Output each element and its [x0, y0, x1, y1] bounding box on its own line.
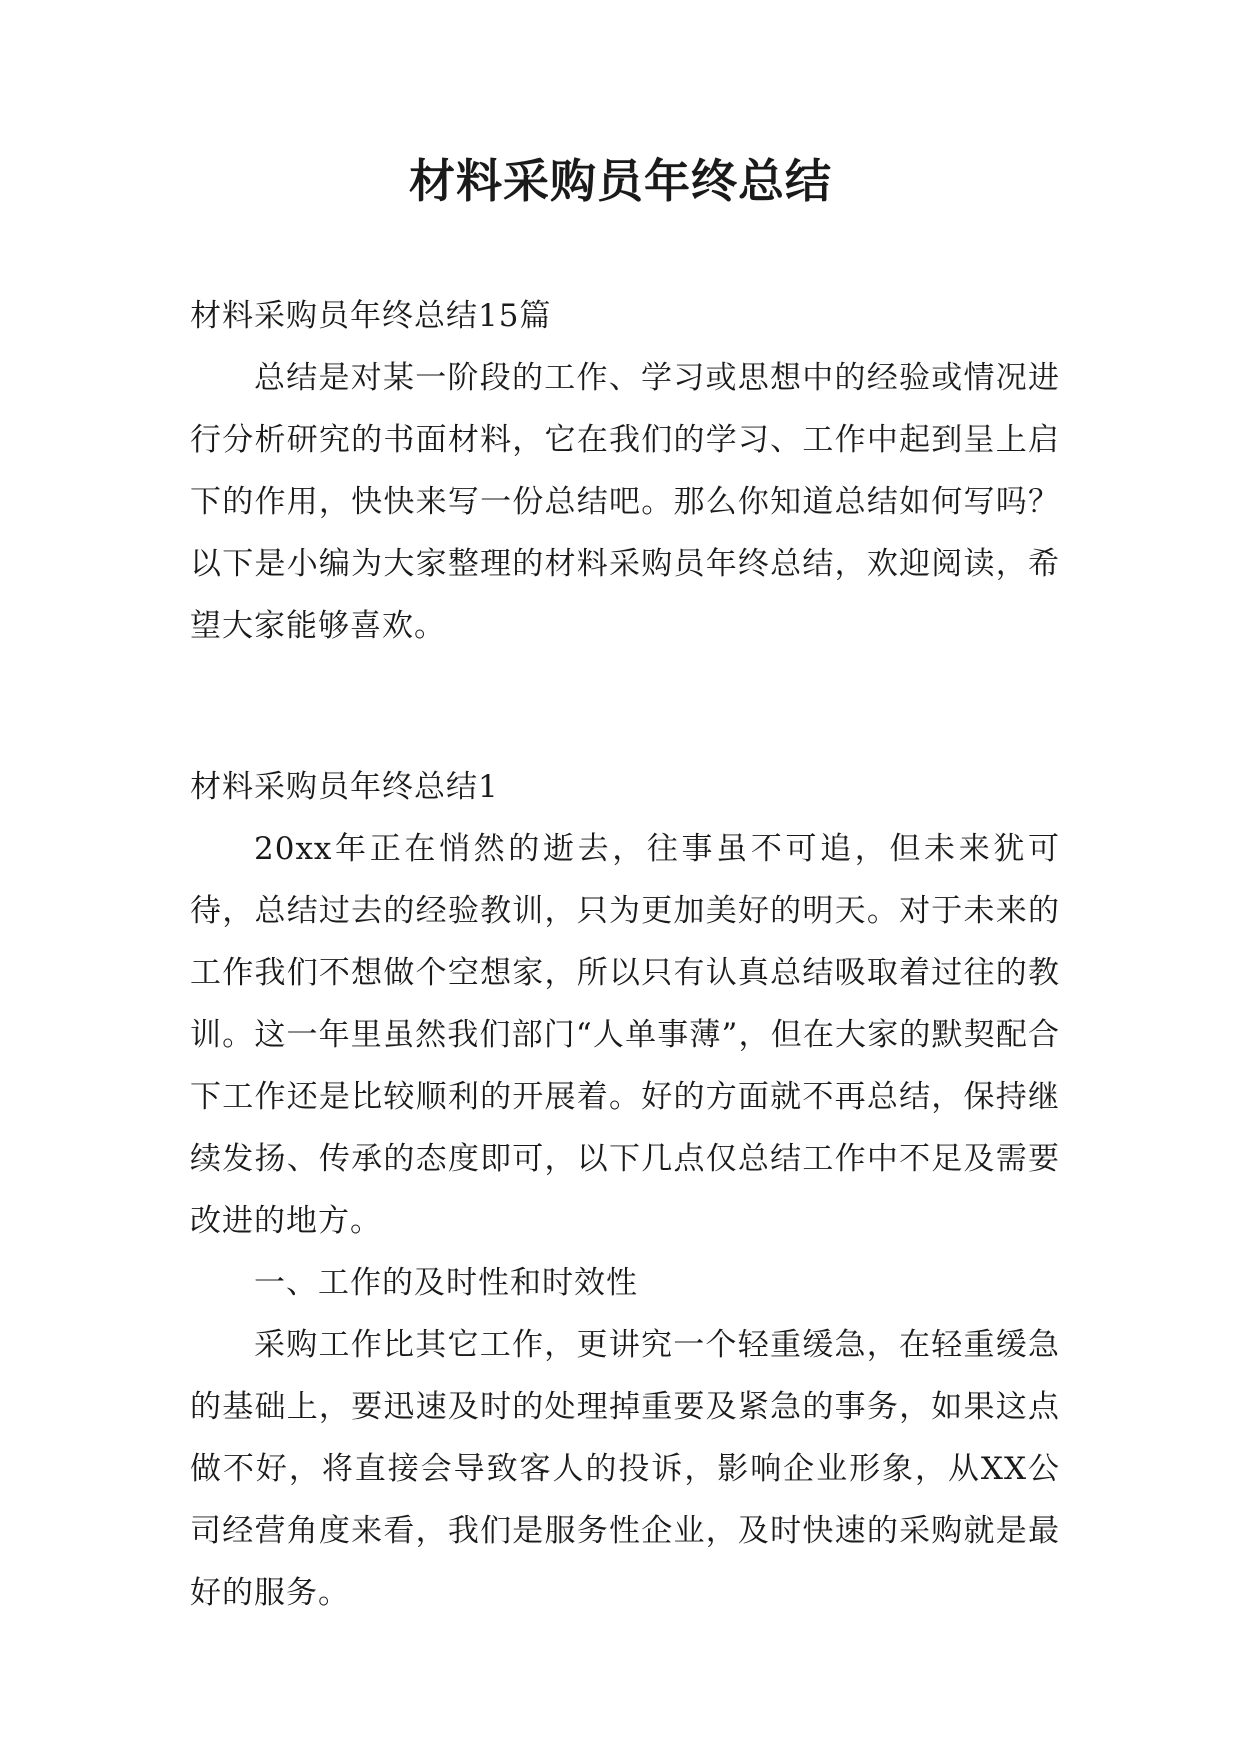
document-title: 材料采购员年终总结: [409, 154, 832, 208]
section-1-paragraph-2: 采购工作比其它工作，更讲究一个轻重缓急，在轻重缓急的基础上，要迅速及时的处理掉重要及紧急的事务，如果这点做不好，将直接会导致客人的投诉，影响企业形象，从XX公司经营角度来看，我们是服务性企业，及时快速的采购就是最好的服务。: [190, 1327, 1060, 1611]
section-1-paragraph-1: 20xx年正在悄然的逝去，往事虽不可追，但未来犹可待，总结过去的经验教训，只为更加美好的明天。对于未来的工作我们不想做个空想家，所以只有认真总结吸取着过往的教训。这一年里虽然我们部门“人单事薄”，但在大家的默契配合下工作还是比较顺利的开展着。好的方面就不再总结，保持继续发扬、传承的态度即可，以下几点仅总结工作中不足及需要改进的地方。: [190, 831, 1060, 1239]
intro-section: [190, 285, 1060, 657]
section-1-subheading: 一、工作的及时性和时效性: [254, 1265, 638, 1301]
intro-paragraph: 总结是对某一阶段的工作、学习或思想中的经验或情况进行分析研究的书面材料，它在我们的学习、工作中起到呈上启下的作用，快快来写一份总结吧。那么你知道总结如何写吗？以下是小编为大家整理的材料采购员年终总结，欢迎阅读，希望大家能够喜欢。: [190, 360, 1060, 644]
section-1: [190, 756, 1060, 1624]
section-1-heading: 材料采购员年终总结1: [190, 769, 499, 805]
intro-heading: 材料采购员年终总结15篇: [190, 298, 552, 334]
